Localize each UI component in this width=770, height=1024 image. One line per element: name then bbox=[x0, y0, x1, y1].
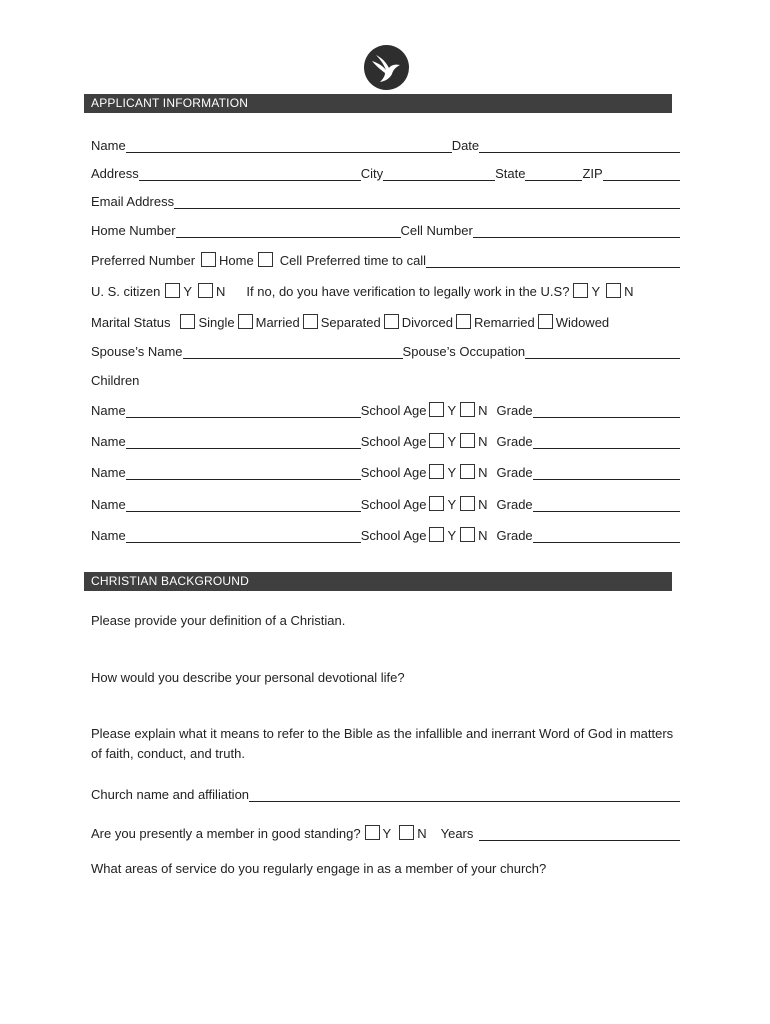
cell-label: Cell bbox=[279, 253, 303, 268]
school-age-no-label: N bbox=[478, 528, 488, 543]
single-label: Single bbox=[198, 315, 235, 330]
cell-number-label: Cell Number bbox=[400, 223, 473, 238]
member-no-label: N bbox=[417, 826, 427, 841]
grade-field[interactable] bbox=[533, 497, 680, 512]
grade-label: Grade bbox=[496, 465, 533, 480]
child-name-label: Name bbox=[91, 497, 126, 512]
email-label: Email Address bbox=[91, 194, 175, 209]
zip-label: ZIP bbox=[582, 166, 603, 181]
child-name-label: Name bbox=[91, 434, 126, 449]
us-citizen-label: U. S. citizen bbox=[91, 284, 161, 299]
member-yes-checkbox[interactable] bbox=[365, 825, 380, 840]
school-age-no-checkbox[interactable] bbox=[460, 464, 475, 479]
member-row bbox=[91, 821, 680, 841]
school-age-yes-label: Y bbox=[447, 528, 457, 543]
grade-field[interactable] bbox=[533, 434, 680, 449]
widowed-checkbox[interactable] bbox=[538, 314, 553, 329]
preferred-row bbox=[91, 248, 680, 268]
children-row bbox=[91, 368, 680, 388]
married-label: Married bbox=[255, 315, 300, 330]
applicant-section-header: APPLICANT INFORMATION bbox=[84, 94, 672, 113]
school-age-yes-label: Y bbox=[447, 403, 457, 418]
school-age-label: School Age bbox=[360, 497, 427, 512]
school-age-label: School Age bbox=[360, 528, 427, 543]
children-label: Children bbox=[91, 373, 140, 388]
child-name-field[interactable] bbox=[126, 403, 361, 418]
child-name-field[interactable] bbox=[126, 434, 361, 449]
school-age-no-checkbox[interactable] bbox=[460, 433, 475, 448]
school-age-no-label: N bbox=[478, 465, 488, 480]
citizen-yes-label: Y bbox=[183, 284, 193, 299]
state-label: State bbox=[495, 166, 526, 181]
child-name-label: Name bbox=[91, 403, 126, 418]
home-checkbox[interactable] bbox=[201, 252, 216, 267]
school-age-no-label: N bbox=[478, 434, 488, 449]
child-name-label: Name bbox=[91, 528, 126, 543]
state-field[interactable] bbox=[525, 166, 582, 181]
single-checkbox[interactable] bbox=[180, 314, 195, 329]
citizen-no-checkbox[interactable] bbox=[198, 283, 213, 298]
child-name-field[interactable] bbox=[126, 497, 361, 512]
remarried-checkbox[interactable] bbox=[456, 314, 471, 329]
phone-row bbox=[91, 218, 680, 238]
child-name-label: Name bbox=[91, 465, 126, 480]
child-name-field[interactable] bbox=[126, 528, 361, 543]
marital-row bbox=[91, 310, 680, 330]
address-field[interactable] bbox=[139, 166, 361, 181]
divorced-label: Divorced bbox=[401, 315, 453, 330]
school-age-yes-checkbox[interactable] bbox=[429, 464, 444, 479]
member-yes-label: Y bbox=[382, 826, 392, 841]
service-question: What areas of service do you regularly engage in as a member of your church? bbox=[91, 861, 547, 876]
bible-question: Please explain what it means to refer to the Bible as the infallible and inerrant Word of God in matters of faith, conduct, and truth. bbox=[91, 726, 674, 761]
christian-definition-question: Please provide your definition of a Christian. bbox=[91, 613, 346, 628]
spouse-occupation-label: Spouse’s Occupation bbox=[402, 344, 526, 359]
school-age-yes-checkbox[interactable] bbox=[429, 402, 444, 417]
years-field[interactable] bbox=[479, 826, 680, 841]
years-label: Years bbox=[440, 826, 474, 841]
city-field[interactable] bbox=[383, 166, 495, 181]
spouse-occupation-field[interactable] bbox=[525, 344, 680, 359]
name-field[interactable] bbox=[126, 138, 452, 153]
verification-label: If no, do you have verification to legally work in the U.S? bbox=[246, 284, 570, 299]
school-age-label: School Age bbox=[360, 434, 427, 449]
preferred-number-label: Preferred Number bbox=[91, 253, 196, 268]
school-age-yes-checkbox[interactable] bbox=[429, 496, 444, 511]
home-number-label: Home Number bbox=[91, 223, 176, 238]
verification-no-checkbox[interactable] bbox=[606, 283, 621, 298]
divorced-checkbox[interactable] bbox=[384, 314, 399, 329]
eagle-logo-icon bbox=[364, 45, 409, 90]
child-name-field[interactable] bbox=[126, 465, 361, 480]
grade-field[interactable] bbox=[533, 403, 680, 418]
city-label: City bbox=[360, 166, 384, 181]
grade-label: Grade bbox=[496, 403, 533, 418]
remarried-label: Remarried bbox=[474, 315, 535, 330]
member-no-checkbox[interactable] bbox=[399, 825, 414, 840]
school-age-no-checkbox[interactable] bbox=[460, 527, 475, 542]
school-age-label: School Age bbox=[360, 403, 427, 418]
zip-field[interactable] bbox=[603, 166, 680, 181]
name-date-row bbox=[91, 133, 680, 153]
grade-label: Grade bbox=[496, 497, 533, 512]
child-row bbox=[91, 523, 680, 543]
child-row bbox=[91, 398, 680, 418]
name-label: Name bbox=[91, 138, 126, 153]
member-label: Are you presently a member in good standing? bbox=[91, 826, 361, 841]
verification-yes-label: Y bbox=[591, 284, 601, 299]
address-row bbox=[91, 161, 680, 181]
school-age-yes-label: Y bbox=[447, 497, 457, 512]
spouse-name-field[interactable] bbox=[183, 344, 403, 359]
preferred-time-label: Preferred time to call bbox=[306, 253, 427, 268]
school-age-no-label: N bbox=[478, 403, 488, 418]
spouse-name-label: Spouse’s Name bbox=[91, 344, 183, 359]
citizen-row bbox=[91, 279, 680, 299]
christian-section-header: CHRISTIAN BACKGROUND bbox=[84, 572, 672, 591]
child-row bbox=[91, 492, 680, 512]
cell-number-field[interactable] bbox=[473, 223, 680, 238]
address-label: Address bbox=[91, 166, 139, 181]
separated-label: Separated bbox=[320, 315, 381, 330]
married-checkbox[interactable] bbox=[238, 314, 253, 329]
devotional-life-question: How would you describe your personal devotional life? bbox=[91, 670, 405, 685]
school-age-no-checkbox[interactable] bbox=[460, 402, 475, 417]
child-row bbox=[91, 429, 680, 449]
church-label: Church name and affiliation bbox=[91, 787, 250, 802]
date-field[interactable] bbox=[479, 138, 680, 153]
date-label: Date bbox=[451, 138, 480, 153]
grade-field[interactable] bbox=[533, 528, 680, 543]
widowed-label: Widowed bbox=[555, 315, 610, 330]
cell-checkbox[interactable] bbox=[258, 252, 273, 267]
citizen-no-label: N bbox=[216, 284, 226, 299]
verification-yes-checkbox[interactable] bbox=[573, 283, 588, 298]
spouse-row bbox=[91, 339, 680, 359]
church-field[interactable] bbox=[249, 787, 680, 802]
email-row bbox=[91, 189, 680, 209]
preferred-time-field[interactable] bbox=[426, 253, 680, 268]
grade-field[interactable] bbox=[533, 465, 680, 480]
marital-status-label: Marital Status bbox=[91, 315, 171, 330]
school-age-yes-label: Y bbox=[447, 434, 457, 449]
separated-checkbox[interactable] bbox=[303, 314, 318, 329]
home-label: Home bbox=[219, 253, 254, 268]
verification-no-label: N bbox=[624, 284, 634, 299]
email-field[interactable] bbox=[174, 194, 680, 209]
school-age-label: School Age bbox=[360, 465, 427, 480]
school-age-yes-checkbox[interactable] bbox=[429, 527, 444, 542]
home-number-field[interactable] bbox=[176, 223, 401, 238]
child-row bbox=[91, 460, 680, 480]
school-age-yes-label: Y bbox=[447, 465, 457, 480]
citizen-yes-checkbox[interactable] bbox=[165, 283, 180, 298]
grade-label: Grade bbox=[496, 528, 533, 543]
church-row bbox=[91, 782, 680, 802]
grade-label: Grade bbox=[496, 434, 533, 449]
school-age-no-label: N bbox=[478, 497, 488, 512]
school-age-yes-checkbox[interactable] bbox=[429, 433, 444, 448]
school-age-no-checkbox[interactable] bbox=[460, 496, 475, 511]
